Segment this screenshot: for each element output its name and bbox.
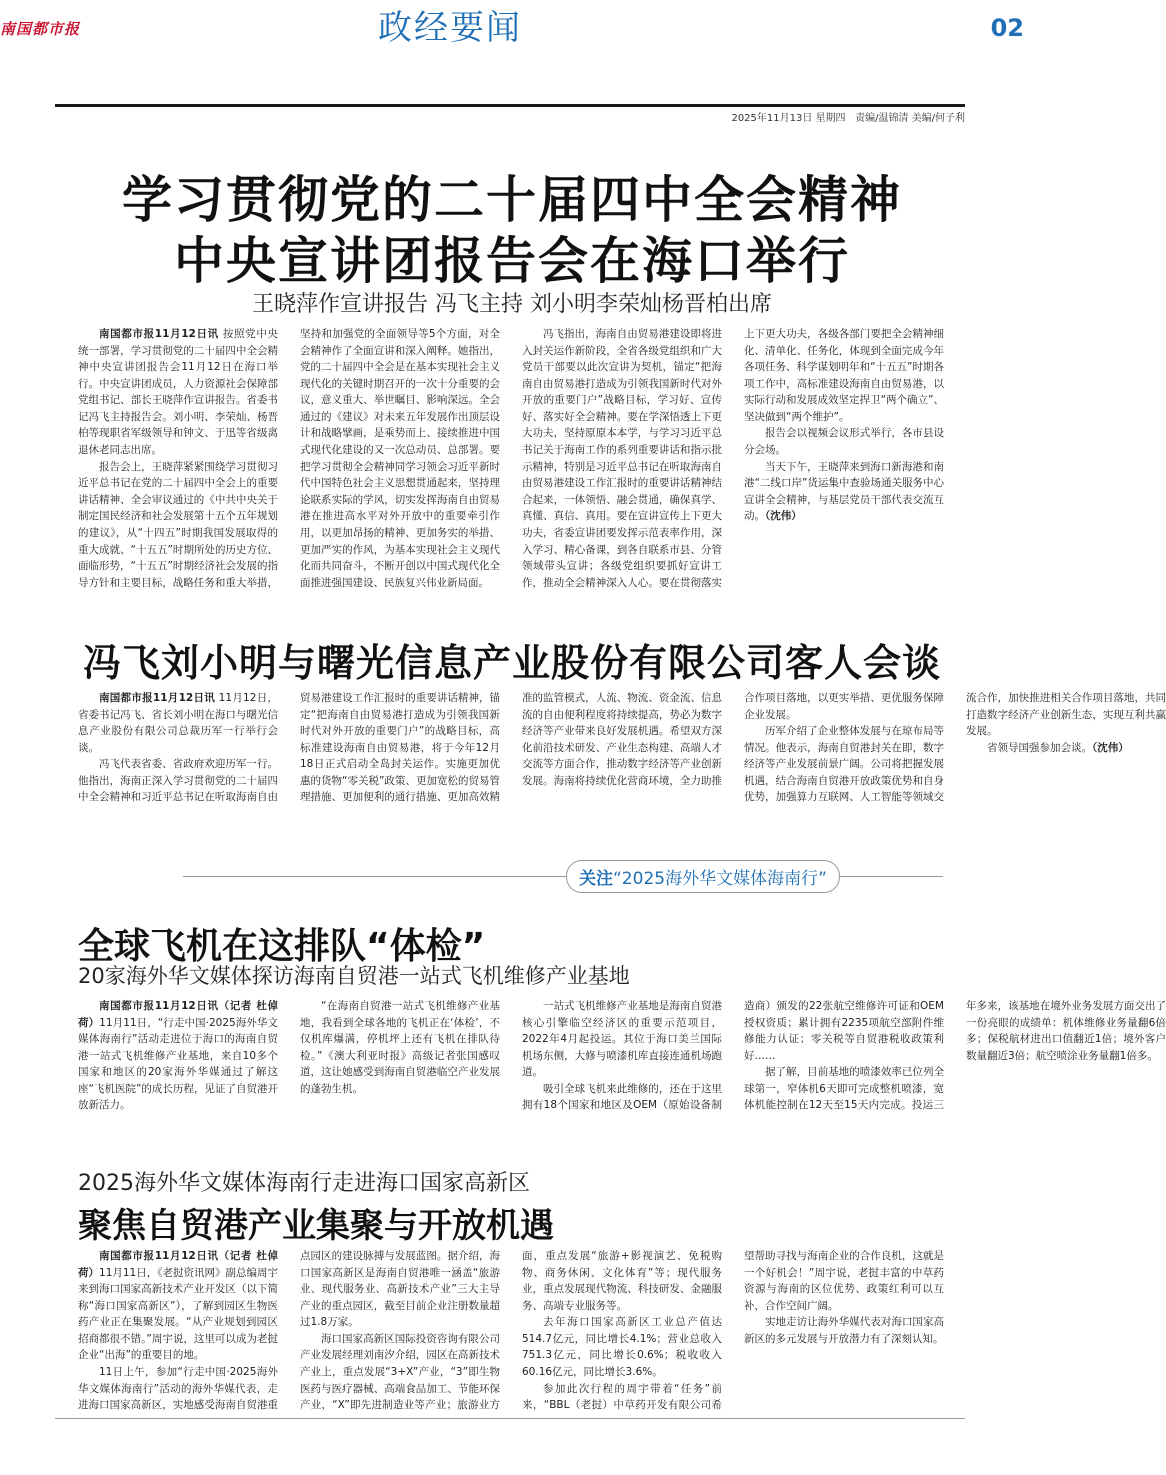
article3-body	[78, 998, 1166, 1128]
article4-paragraph: 南国都市报11月12日讯（记者 杜倬荷）11月11日，《老挝资讯网》副总编周宇来到海口国家高新技术产业开发区（以下简称“海口国家高新区”），了解到园区生物医药产业正在集聚发展。“从产业规划到园区招商都很不错。”周宇说，这里可以成为老挝企业“出海”的重要目的地。	[78, 1250, 279, 1362]
article2-paragraph: 南国都市报11月12日讯 11月12日，省委书记冯飞、省长刘小明在海口与曙光信息产业股份有限公司总裁历军一行举行会谈。	[78, 692, 278, 754]
page-number: 02	[990, 14, 1024, 42]
article1-author: （沈伟）	[765, 510, 802, 523]
article4-paragraph: 实地走访让海外华媒代表对海口国家高新区的多元发展与开放潜力有了深刻认知。	[744, 1316, 944, 1345]
section-title: 政经要闻	[378, 8, 522, 48]
article2-body	[78, 690, 1166, 822]
article3-paragraph: “在海南自贸港一站式飞机维修产业基地，我看到全球各地的飞机正在‘体检’，不仅机库爆满，停机坪上还有飞机在排队待检。”《澳大利亚时报》高级记者张国感叹道，这让她感受到海南自贸港临空产业发展的蓬勃生机。	[300, 1000, 500, 1095]
focus-badge	[566, 860, 840, 893]
article1-title-line1: 学习贯彻党的二十届四中全会精神	[122, 171, 902, 229]
article1-paragraph: 报告会上，王晓萍紧紧围绕学习贯彻习近平总书记在党的二十届四中全会上的重要讲话精神、全会审议通过的《中共中央关于制定国民经济和社会发展第十五个五年规划的建议》，从“十四五”时期我国发展取得的重大成就、“十五五”时期所处的历史方位、面临形势，“十五五”时期经济社会发展的指导方针和主要目标，战略任务和重大举措，坚持和加强党的全面领导等5个方面，对全会精神作了全面宣讲和深入阐释。她指出，党的二十届四中全会是在基本实现社会主义现代化的关键时期召开的一次十分重要的会议，意义重大、举世瞩目、影响深远。全会通过的《建议》对未来五年发展作出顶层设计和战略擘画，是乘势而上、接续推进中国式现代化建设的又一次总动员、总部署。要把学习贯彻全会精神同学习领会习近平新时代中国特色社会主义思想贯通起来，坚持理论联系实际的学风，切实发挥海南自由贸易港在推进高水平对外开放中的重要牵引作用，以更加昂扬的精神、更加务实的举措、更加严实的作风，为基本实现社会主义现代化而共同奋斗，不断开创以中国式现代化全面推进强国建设、民族复兴伟业新局面。	[78, 328, 500, 589]
article1-lead: 南国都市报11月12日讯	[99, 328, 219, 340]
article4-lead: 南国都市报11月12日讯（记者 杜倬荷）	[78, 1250, 278, 1279]
article4-paragraph: 去年海口国家高新区工业总产值达514.7亿元，同比增长4.1%；营业总收入751.3亿元，同比增长0.6%；税收收入60.16亿元，同比增长3.6%。	[522, 1316, 722, 1379]
article4-body	[78, 1248, 944, 1418]
article1-paragraph: 南国都市报11月12日讯 按照党中央统一部署，学习贯彻党的二十届四中全会精神中央宣讲团报告会11月12日在海口举行。中央宣讲团成员，人力资源社会保障部党组书记、部长王晓萍作宣讲报告。省委书记冯飞主持报告会。刘小明、李荣灿、杨晋柏等现职省军级领导和钟文、于迅等省级离退休老同志出席。	[78, 328, 278, 457]
article2-paragraph: 省领导国强参加会谈。（沈伟）	[987, 741, 1129, 754]
article3-paragraph: 据了解，目前基地的喷漆效率已位列全球第一，窄体机6天即可完成整机喷漆，宽体机能控制在12天至15天内完成。投运三年多来，该基地在境外业务发展方面交出了一份亮眼的成绩单：机体维修业务量翻6倍多；保税航材进出口值翻近1倍；境外客户数量翻近3倍；航空喷涂业务量翻1倍多。	[744, 1000, 1166, 1112]
article3-subtitle: 20家海外华文媒体探访海南自贸港一站式飞机维修产业基地	[78, 964, 630, 988]
article1-subtitle: 王晓萍作宣讲报告 冯飞主持 刘小明李荣灿杨晋柏出席	[252, 292, 772, 317]
article1-paragraph: 报告会以视频会议形式举行，各市县设分会场。	[744, 427, 944, 457]
newspaper-logo: 南国都市报	[0, 20, 81, 38]
focus-label: “2025海外华文媒体海南行”	[613, 869, 827, 889]
article2-title: 冯飞刘小明与曙光信息产业股份有限公司客人会谈	[82, 641, 941, 685]
bottom-rule	[55, 1418, 965, 1419]
article3-paragraph: 南国都市报11月12日讯（记者 杜倬荷）11月11日，“行走中国·2025海外华文媒体海南行”活动走进位于海口的海南自贸港一站式飞机维修产业基地，来自10多个国家和地区的20家海外华媒通过了解这座“飞机医院”的成长历程，见证了自贸港开放新活力。	[78, 1000, 278, 1112]
article1-title-line2: 中央宣讲团报告会在海口举行	[174, 232, 850, 290]
article4-paragraph: 海口国家高新区国际投资咨询有限公司产业发展经理刘南汐介绍，园区在高新技术产业上，重点发展“3+X”产业，“3”即生物医药与医疗器械、高端食品加工、节能环保产业，“X”即先进制造业等产业；旅游业方面，重点发展“旅游+影视演艺、免税购物、商务休闲、文化体育”等；现代服务业，重点发展现代物流、科技研发、金融服务、高端专业服务等。	[300, 1250, 722, 1412]
article4-paragraph: 参加此次行程的周宇带着“任务”前来，“BBL（老挝）中草药开发有限公司希望帮助寻找与海南企业的合作良机，这就是一个好机会！”周宇说，老挝丰富的中草药资源与海南的区位优势、政策红利可以互补，合作空间广阔。	[522, 1250, 944, 1412]
article2-paragraph: 冯飞代表省委、省政府欢迎历军一行。他指出，海南正深入学习贯彻党的二十届四中全会精神和习近平总书记在听取海南自由贸易港建设工作汇报时的重要讲话精神，锚定“把海南自由贸易港打造成为引领我国新时代对外开放的重要门户”的战略目标，高标准建设海南自由贸易港，将于今年12月18日正式启动全岛封关运作。实施更加优惠的货物“零关税”政策、更加宽松的贸易管理措施、更加便利的通行措施、更加高效精准的监管模式，人流、物流、资金流、信息流的自由便利程度将持续提高，势必为数字经济等产业带来良好发展机遇。希望双方深化前沿技术研发、产业生态构建、高端人才交流等方面合作，推动数字经济等产业创新发展。海南将持续优化营商环境，全力助推合作项目落地，以更实举措、更优服务保障企业发展。	[78, 692, 944, 804]
article1-body	[78, 326, 944, 602]
article1-paragraph: 当天下午，王晓萍来到海口新海港和南港“二线口岸”货运集中查验场通关服务中心宣讲全会精神，与基层党员干部代表交流互动。（沈伟）	[744, 460, 944, 523]
article4-title: 聚焦自贸港产业集聚与开放机遇	[78, 1206, 554, 1246]
article3-paragraph: 一站式飞机维修产业基地是海南自贸港核心引擎临空经济区的重要示范项目，2022年4月起投运。其位于海口美兰国际机场东侧，大修与喷漆机库直接连通机场跑道。	[522, 1000, 722, 1079]
dateline	[731, 109, 965, 124]
editor-credits: 责编/温锦清 美编/何子利	[855, 113, 965, 124]
article1-paragraph: 冯飞指出，海南自由贸易港建设即将进入封关运作新阶段，全省各级党组织和广大党员干部要以此次宣讲为契机，锚定“把海南自由贸易港打造成为引领我国新时代对外开放的重要门户”战略目标，学习好、宣传好、落实好全会精神。要在学深悟透上下更大功夫，坚持原原本本学，与学习习近平总书记关于海南工作的系列重要讲话和指示批示精神，特别是习近平总书记在听取海南自由贸易港建设工作汇报时的重要讲话精神结合起来，一体领悟、融会贯通，确保真学、真懂、真信、真用。要在宣讲宣传上下更大功夫，省委宣讲团要发挥示范表率作用，深入学习、精心备课，到各自联系市县、分管领域带头宣讲；各级党组织要抓好宣讲工作，推动全会精神深入人心。要在贯彻落实上下更大功夫，各级各部门要把全会精神细化、清单化、任务化，体现到全面完成今年各项任务、科学谋划明年和“十五五”时期各项工作中，高标准建设海南自由贸易港，以实际行动和发展成效坚定捍卫“两个确立”、坚决做到“两个维护”。	[522, 328, 944, 589]
article2-author: （沈伟）	[1092, 741, 1129, 754]
article3-title: 全球飞机在这排队“体检”	[78, 926, 486, 967]
article3-lead: 南国都市报11月12日讯（记者 杜倬荷）	[78, 1000, 278, 1029]
focus-prefix: 关注	[579, 869, 613, 889]
article2-lead: 南国都市报11月12日讯	[99, 692, 216, 704]
masthead-rule	[55, 104, 965, 107]
article2-paragraph: 历军介绍了企业整体发展与在琼布局等情况。他表示，海南自贸港封关在即，数字经济等产业发展前景广阔。公司将把握发展机遇，结合海南自贸港开放政策优势和自身优势，加强算力互联网、人工智能等领域交流合作，加快推进相关合作项目落地，共同打造数字经济产业创新生态，实现互利共赢发展。	[744, 692, 1166, 804]
article4-paragraph: 11日上午，参加“行走中国·2025海外华文媒体海南行”活动的海外华媒代表，走进海口国家高新区，实地感受海南自贸港重点园区的建设脉搏与发展蓝图。据介绍，海口国家高新区是海南自贸港唯一涵盖“旅游业、现代服务业、高新技术产业”三大主导产业的重点园区，截至目前企业注册数量超过1.8万家。	[78, 1250, 500, 1412]
issue-date: 2025年11月13日 星期四	[731, 113, 846, 124]
article4-pre-title: 2025海外华文媒体海南行走进海口国家高新区	[78, 1171, 530, 1196]
article3-paragraph: 吸引全球飞机来此维修的，还在于这里拥有18个国家和地区及OEM（原始设备制造商）颁发的22张航空维修许可证和OEM授权资质；累计拥有2235项航空部附件维修能力认证；零关税等自贸港税收政策利好……	[522, 1000, 944, 1112]
